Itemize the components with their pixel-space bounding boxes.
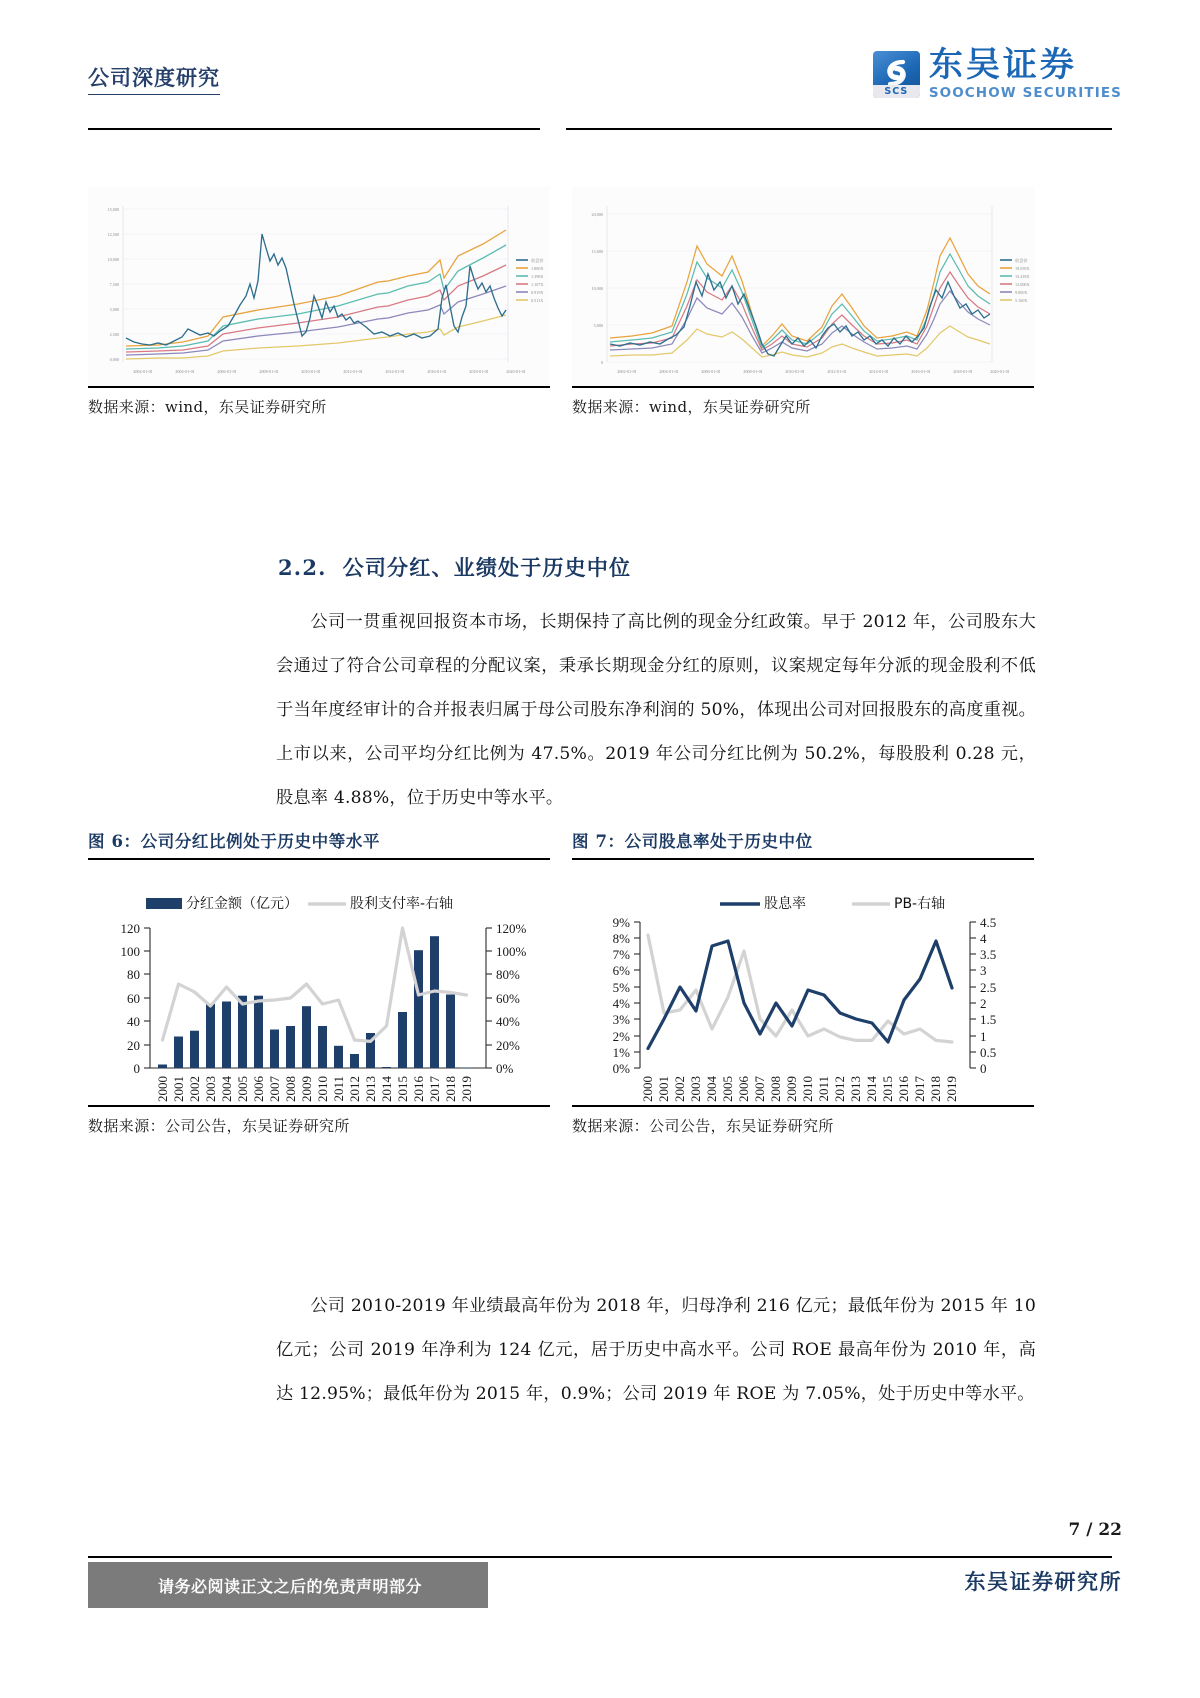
svg-text:0: 0 — [980, 1061, 987, 1077]
figure-7-title: 图 7：公司股息率处于历史中位 — [572, 832, 813, 851]
company-logo — [873, 45, 1122, 101]
svg-text:2011: 2011 — [816, 1076, 831, 1102]
svg-text:0.919X: 0.919X — [531, 290, 544, 295]
svg-text:2008: 2008 — [768, 1076, 783, 1103]
svg-text:0%: 0% — [612, 1061, 630, 1077]
svg-text:2010: 2010 — [315, 1076, 330, 1103]
figure-6-source: 数据来源：公司公告，东吴证券研究所 — [88, 1117, 350, 1136]
svg-text:股息率: 股息率 — [764, 896, 806, 913]
svg-text:2004-01-01: 2004-01-01 — [175, 369, 195, 374]
svg-text:2020-01-01: 2020-01-01 — [990, 369, 1010, 374]
svg-text:2019: 2019 — [944, 1076, 959, 1103]
svg-text:0.511X: 0.511X — [531, 298, 544, 303]
svg-text:2003: 2003 — [203, 1076, 218, 1103]
svg-text:20: 20 — [127, 1038, 140, 1054]
svg-text:1.5: 1.5 — [980, 1012, 997, 1028]
svg-text:2009: 2009 — [784, 1076, 799, 1103]
svg-text:2015: 2015 — [880, 1076, 895, 1103]
svg-text:2003: 2003 — [688, 1076, 703, 1103]
svg-text:10,000: 10,000 — [107, 257, 119, 262]
institute-name: 东吴证券研究所 — [964, 1569, 1122, 1594]
svg-text:4%: 4% — [612, 996, 630, 1012]
svg-text:2018: 2018 — [443, 1076, 458, 1103]
svg-text:0.5: 0.5 — [980, 1045, 997, 1061]
svg-text:2005: 2005 — [720, 1076, 735, 1103]
svg-text:5,000: 5,000 — [109, 307, 119, 312]
pe-band-chart-right — [572, 186, 1034, 386]
svg-text:2000: 2000 — [640, 1076, 655, 1103]
svg-text:2004: 2004 — [219, 1076, 234, 1103]
svg-text:2006: 2006 — [736, 1076, 751, 1103]
svg-text:收盘价: 收盘价 — [1015, 258, 1028, 263]
svg-text:1.800X: 1.800X — [531, 266, 544, 271]
figure-top-left — [88, 186, 550, 417]
svg-text:100%: 100% — [496, 944, 527, 960]
svg-text:PB-右轴: PB-右轴 — [894, 896, 946, 913]
svg-text:15.418X: 15.418X — [1015, 274, 1030, 279]
header-divider — [88, 128, 1112, 130]
svg-text:12,500: 12,500 — [107, 232, 119, 237]
svg-text:2017: 2017 — [427, 1076, 442, 1103]
svg-text:10,000: 10,000 — [591, 286, 603, 291]
figure-7 — [572, 828, 1034, 1136]
svg-text:2017: 2017 — [912, 1076, 927, 1103]
svg-text:80: 80 — [127, 967, 140, 983]
svg-text:2010-01-01: 2010-01-01 — [785, 369, 805, 374]
figure-6-title: 图 6：公司分红比例处于历史中等水平 — [88, 832, 381, 851]
svg-text:15,000: 15,000 — [591, 249, 603, 254]
svg-text:2018-01-01: 2018-01-01 — [953, 369, 973, 374]
svg-text:1: 1 — [980, 1029, 987, 1045]
svg-text:80%: 80% — [496, 967, 520, 983]
svg-text:2019: 2019 — [459, 1076, 474, 1103]
svg-text:2002: 2002 — [672, 1076, 687, 1103]
svg-text:7,500: 7,500 — [109, 282, 119, 287]
section-number: 2.2. — [278, 555, 327, 580]
svg-text:1.398X: 1.398X — [531, 274, 544, 279]
svg-text:9%: 9% — [612, 915, 630, 931]
logo-english-name: SOOCHOW SECURITIES — [928, 85, 1122, 101]
svg-text:2007: 2007 — [267, 1076, 282, 1103]
svg-text:3%: 3% — [612, 1012, 630, 1028]
svg-text:5,000: 5,000 — [593, 323, 603, 328]
svg-text:2013: 2013 — [848, 1076, 863, 1103]
footer-divider — [88, 1556, 1112, 1558]
svg-text:2016: 2016 — [411, 1076, 426, 1103]
body-paragraph-1 — [276, 600, 1036, 820]
svg-text:2011: 2011 — [331, 1076, 346, 1102]
pb-band-chart-left — [88, 186, 550, 386]
logo-chinese-name: 东吴证券 — [928, 45, 1077, 85]
logo-scs-badge: SCS — [873, 85, 920, 98]
paragraph-1-text: 公司一贯重视回报资本市场，长期保持了高比例的现金分红政策。早于 2012 年，公司股东大会通过了符合公司章程的分配议案，秉承长期现金分红的原则，议案规定每年分派的现金股利不低于当年度经审计的合并报表归属于母公司股东净利润的 50%，体现出公司对回报股东的高度重视。上市以来，公司平均分红比例为 47.5%。2019 年公司分红比例为 50.2%，每股股利 0.28 元，股息率 4.88%，位于历史中等水平。 — [276, 612, 1036, 808]
svg-text:15,000: 15,000 — [107, 207, 119, 212]
svg-text:2014-01-01: 2014-01-01 — [869, 369, 889, 374]
svg-text:20%: 20% — [496, 1038, 520, 1054]
svg-text:0: 0 — [600, 360, 603, 365]
page-number: 7 / 22 — [1068, 1520, 1122, 1540]
svg-text:9.000X: 9.000X — [1015, 290, 1028, 295]
svg-text:2001: 2001 — [171, 1076, 186, 1103]
svg-text:2006-01-01: 2006-01-01 — [701, 369, 721, 374]
svg-text:19.039X: 19.039X — [1015, 266, 1030, 271]
figure-6-chart — [88, 860, 550, 1105]
svg-text:2014-01-01: 2014-01-01 — [385, 369, 405, 374]
section-heading — [278, 552, 631, 582]
page-header — [0, 0, 1200, 132]
svg-text:2002: 2002 — [187, 1076, 202, 1103]
svg-text:分红金额（亿元）: 分红金额（亿元） — [186, 896, 298, 913]
svg-text:3.5: 3.5 — [980, 947, 997, 963]
svg-text:20,000: 20,000 — [591, 212, 603, 217]
section-title: 公司分红、业绩处于历史中位 — [342, 555, 632, 580]
figure-7-chart — [572, 860, 1034, 1105]
svg-text:1.107X: 1.107X — [531, 282, 544, 287]
figure-6 — [88, 828, 550, 1136]
figure-source-top-right: 数据来源：wind，东吴证券研究所 — [572, 398, 811, 417]
svg-text:2009: 2009 — [299, 1076, 314, 1103]
svg-text:2014: 2014 — [379, 1076, 394, 1103]
document-type-label: 公司深度研究 — [88, 62, 220, 95]
svg-text:2008-01-01: 2008-01-01 — [743, 369, 763, 374]
svg-text:2004-01-01: 2004-01-01 — [659, 369, 679, 374]
svg-text:2018: 2018 — [928, 1076, 943, 1103]
svg-text:2016-01-01: 2016-01-01 — [427, 369, 447, 374]
svg-text:2012: 2012 — [832, 1076, 847, 1103]
svg-text:60%: 60% — [496, 991, 520, 1007]
svg-text:2016: 2016 — [896, 1076, 911, 1103]
svg-text:0,000: 0,000 — [109, 357, 119, 362]
svg-text:2004: 2004 — [704, 1076, 719, 1103]
svg-text:12.000X: 12.000X — [1015, 282, 1030, 287]
svg-text:3: 3 — [980, 963, 987, 979]
svg-text:2: 2 — [980, 996, 987, 1012]
svg-text:股利支付率-右轴: 股利支付率-右轴 — [350, 896, 454, 913]
svg-text:2,500: 2,500 — [109, 332, 119, 337]
svg-text:2.5: 2.5 — [980, 980, 997, 996]
svg-text:2005: 2005 — [235, 1076, 250, 1103]
figure-top-right — [572, 186, 1034, 417]
svg-text:120%: 120% — [496, 921, 527, 937]
svg-text:2016-01-01: 2016-01-01 — [911, 369, 931, 374]
svg-text:2015: 2015 — [395, 1076, 410, 1103]
body-paragraph-2 — [276, 1284, 1036, 1416]
svg-text:2007: 2007 — [752, 1076, 767, 1103]
figure-source-top-left: 数据来源：wind，东吴证券研究所 — [88, 398, 327, 417]
svg-text:2006-01-01: 2006-01-01 — [217, 369, 237, 374]
svg-text:4: 4 — [980, 931, 987, 947]
header-divider-gap — [540, 128, 566, 130]
logo-wordmark — [928, 45, 1122, 101]
svg-text:2000: 2000 — [155, 1076, 170, 1103]
svg-text:0: 0 — [133, 1061, 140, 1077]
svg-text:40%: 40% — [496, 1014, 520, 1030]
svg-text:4.5: 4.5 — [980, 915, 997, 931]
svg-text:2012-01-01: 2012-01-01 — [343, 369, 363, 374]
disclaimer-text: 请务必阅读正文之后的免责声明部分 — [157, 1577, 422, 1596]
svg-text:2014: 2014 — [864, 1076, 879, 1103]
svg-text:2012: 2012 — [347, 1076, 362, 1103]
svg-text:收盘价: 收盘价 — [531, 258, 544, 263]
svg-text:2013: 2013 — [363, 1076, 378, 1103]
svg-text:2002-01-01: 2002-01-01 — [133, 369, 153, 374]
svg-text:5%: 5% — [612, 980, 630, 996]
svg-text:2%: 2% — [612, 1029, 630, 1045]
svg-text:2020-01-01: 2020-01-01 — [506, 369, 526, 374]
svg-text:100: 100 — [120, 944, 140, 960]
svg-text:2010: 2010 — [800, 1076, 815, 1103]
svg-text:2018-01-01: 2018-01-01 — [469, 369, 489, 374]
svg-text:40: 40 — [127, 1014, 140, 1030]
logo-mark-icon — [873, 51, 920, 98]
svg-text:2002-01-01: 2002-01-01 — [617, 369, 637, 374]
svg-text:7%: 7% — [612, 947, 630, 963]
svg-text:0%: 0% — [496, 1061, 514, 1077]
svg-text:2010-01-01: 2010-01-01 — [301, 369, 321, 374]
svg-text:2008: 2008 — [283, 1076, 298, 1103]
svg-text:6%: 6% — [612, 963, 630, 979]
svg-text:8%: 8% — [612, 931, 630, 947]
svg-text:60: 60 — [127, 991, 140, 1007]
svg-text:2006: 2006 — [251, 1076, 266, 1103]
svg-text:120: 120 — [120, 921, 140, 937]
svg-text:2008-01-01: 2008-01-01 — [259, 369, 279, 374]
svg-text:2001: 2001 — [656, 1076, 671, 1103]
svg-text:2012-01-01: 2012-01-01 — [827, 369, 847, 374]
paragraph-2-text: 公司 2010-2019 年业绩最高年份为 2018 年，归母净利 216 亿元；最低年份为 2015 年 10 亿元；公司 2019 年净利为 124 亿元，居于历史中高水平。公司 ROE 最高年份为 2010 年，高达 12.95%；最低年份为 2015 年，0.9%；公司 2019 年 ROE 为 7.05%，处于历史中等水平。 — [276, 1296, 1036, 1404]
svg-text:1%: 1% — [612, 1045, 630, 1061]
figure-7-source: 数据来源：公司公告，东吴证券研究所 — [572, 1117, 834, 1136]
svg-text:5.160X: 5.160X — [1015, 298, 1028, 303]
